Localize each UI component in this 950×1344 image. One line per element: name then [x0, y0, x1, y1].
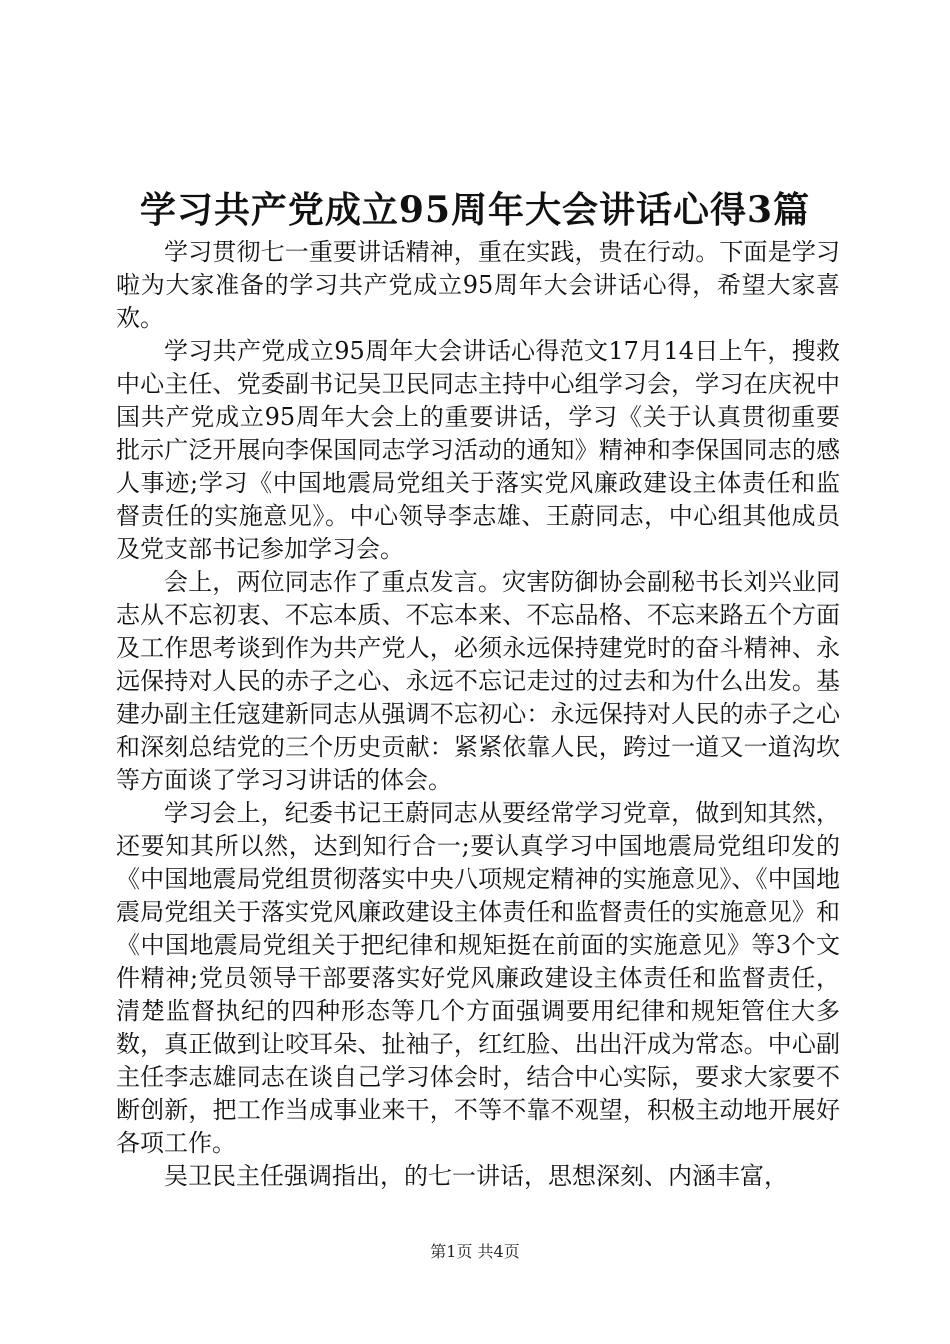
document-title: 学习共产党成立95周年大会讲话心得3篇 — [139, 189, 811, 231]
paragraph-conclusion: 吴卫民主任强调指出，的七一讲话，思想深刻、内涵丰富， — [164, 1162, 788, 1190]
paragraph-discipline: 学习会上，纪委书记王蔚同志从要经常学习党章，做到知其然，还要知其所以然，达到知行合一;要认真学习中国地震局党组印发的《中国地震局党组贯彻落实中央八项规定精神的实施意见》、《中国地震局党组关于落实党风廉政建设主体责任和监督责任的实施意见》和《中国地震局党组关于把纪律和规矩挺在前面的实施意见》等3个文件精神;党员领导干部要落实好党风廉政建设主体责任和监督责任，清楚监督执纪的四种形态等几个方面强调要用纪律和规矩管住大多数，真正做到让咬耳朵、扯袖子，红红脸、出出汗成为常态。中心副主任李志雄同志在谈自己学习体会时，结合中心实际，要求大家要不断创新，把工作当成事业来干，不等不靠不观望，积极主动地开展好各项工作。 — [116, 799, 840, 1157]
page-footer: 第1页 共4页 — [430, 1242, 520, 1261]
paragraph-speeches: 会上，两位同志作了重点发言。灾害防御协会副秘书长刘兴业同志从不忘初衷、不忘本质、不忘本来、不忘品格、不忘来路五个方面及工作思考谈到作为共产党人，必须永远保持建党时的奋斗精神、永远保持对人民的赤子之心、永远不忘记走过的过去和为什么出发。基建办副主任寇建新同志从强调不忘初心：永远保持对人民的赤子之心和深刻总结党的三个历史贡献：紧紧依靠人民，跨过一道又一道沟坎等方面谈了学习习讲话的体会。 — [116, 568, 840, 794]
paragraph-study-meeting: 学习共产党成立95周年大会讲话心得范文17月14日上午，搜救中心主任、党委副书记吴卫民同志主持中心组学习会，学习在庆祝中国共产党成立95周年大会上的重要讲话，学习《关于认真贯彻重要批示广泛开展向李保国同志学习活动的通知》精神和李保国同志的感人事迹;学习《中国地震局党组关于落实党风廉政建设主体责任和监督责任的实施意见》。中心领导李志雄、王蔚同志，中心组其他成员及党支部书记参加学习会。 — [116, 337, 840, 563]
paragraph-intro: 学习贯彻七一重要讲话精神，重在实践，贵在行动。下面是学习啦为大家准备的学习共产党成立95周年大会讲话心得，希望大家喜欢。 — [116, 238, 840, 332]
document-body — [116, 236, 840, 1193]
